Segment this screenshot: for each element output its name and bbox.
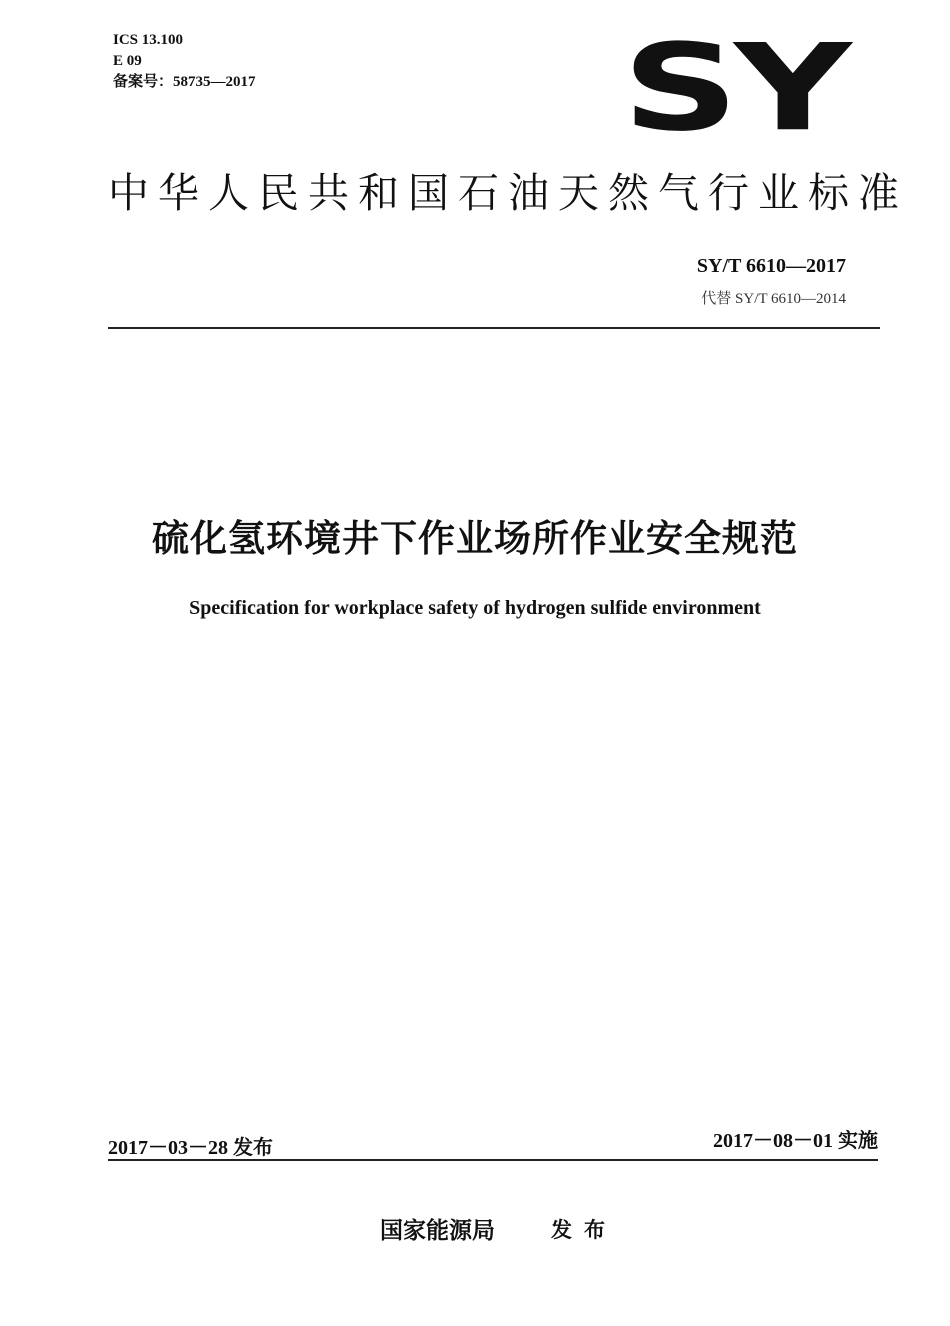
filing-number: 备案号：58735—2017 bbox=[113, 74, 256, 90]
industry-standard-title: 中华人民共和国石油天然气行业标准 bbox=[108, 169, 908, 217]
publish-label: 发布 bbox=[551, 1218, 617, 1242]
standard-code: SY/T 6610—2017 bbox=[696, 255, 846, 277]
issue-date: 2017－03－28 发布 bbox=[108, 1137, 273, 1159]
ccs-code: E 09 bbox=[113, 53, 142, 69]
document-title-english: Specification for workplace safety of hydrogen sulfide environment bbox=[189, 597, 761, 619]
replaces-standard: 代替 SY/T 6610—2014 bbox=[701, 291, 846, 307]
bottom-divider bbox=[108, 1159, 878, 1161]
document-title-chinese: 硫化氢环境井下作业场所作业安全规范 bbox=[152, 517, 798, 560]
publisher-name: 国家能源局 bbox=[380, 1218, 495, 1244]
sy-logo: SY bbox=[622, 17, 847, 158]
ics-code: ICS 13.100 bbox=[113, 32, 184, 48]
document-meta bbox=[113, 30, 256, 93]
top-divider bbox=[108, 327, 880, 329]
implementation-date: 2017－08－01 实施 bbox=[713, 1130, 878, 1152]
